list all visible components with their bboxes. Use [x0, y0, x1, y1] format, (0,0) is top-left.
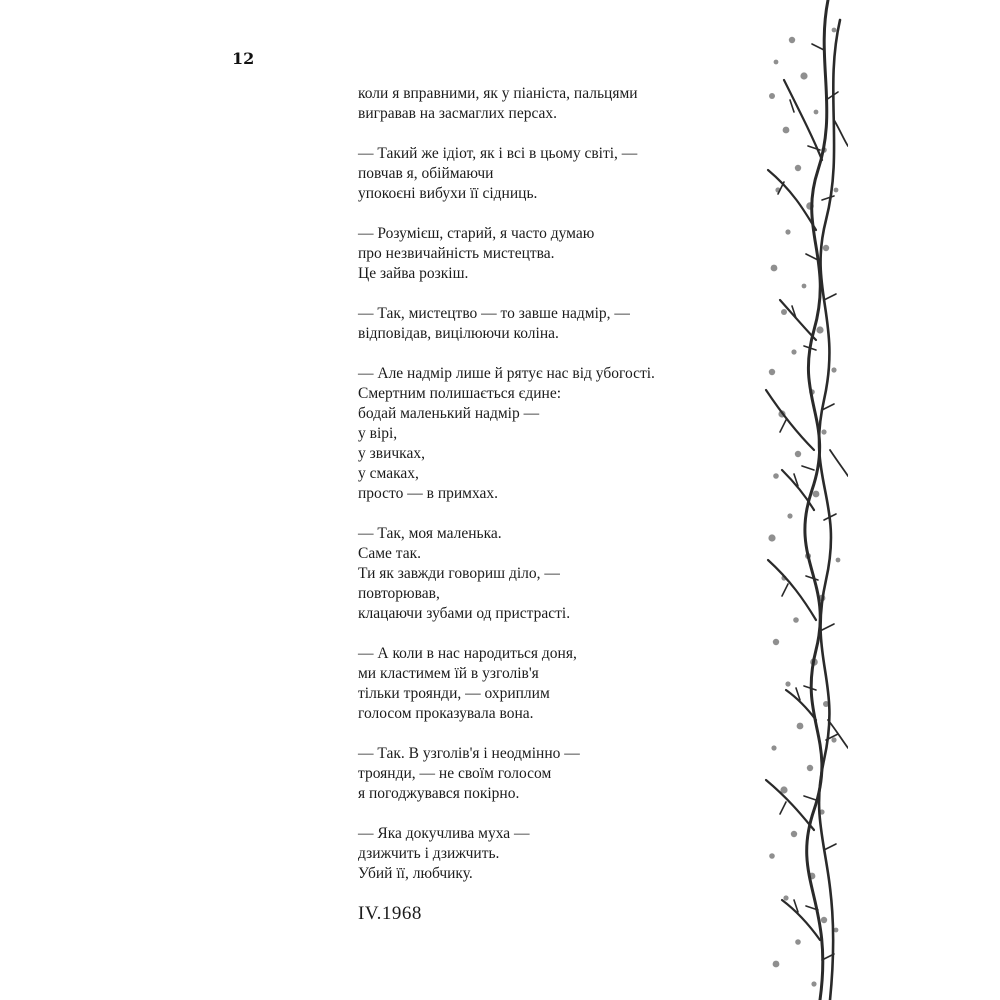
poem-line: — Але надмір лише й рятує нас від убогості.: [358, 365, 655, 382]
poem-line: повчав я, обіймаючи: [358, 165, 494, 182]
poem-line: про незвичайність мистецтва.: [358, 245, 555, 262]
stanza: [358, 224, 738, 284]
stanza: [358, 524, 738, 624]
stanza: [358, 744, 738, 804]
poem-line: — Так. В узголів'я і неодмінно —: [358, 745, 580, 762]
poem-line: тільки троянди, — охриплим: [358, 685, 550, 702]
poem-line: у смаках,: [358, 465, 419, 482]
poem-line: — Розумієш, старий, я часто думаю: [358, 225, 595, 242]
poem-line: — Такий же ідіот, як і всі в цьому світі, —: [358, 145, 638, 162]
poem-line: бодай маленький надмір —: [358, 405, 540, 422]
poem-line: голосом проказувала вона.: [358, 705, 534, 722]
stanza: [358, 304, 738, 344]
stanza: [358, 644, 738, 724]
poem-line: троянди, — не своїм голосом: [358, 765, 552, 782]
poem-line: — Так, моя маленька.: [358, 525, 502, 542]
poem-line: Убий її, любчику.: [358, 865, 473, 882]
poem-line: Смертним полишається єдине:: [358, 385, 561, 402]
stanza: [358, 84, 738, 124]
poem-date: IV.1968: [358, 903, 422, 924]
poem-line: — А коли в нас народиться доня,: [358, 645, 577, 662]
poem-line: — Так, мистецтво — то завше надмір, —: [358, 305, 630, 322]
speckle-dots: [768, 28, 840, 987]
stanza: [358, 824, 738, 884]
poem-line: я погоджувався покірно.: [358, 785, 520, 802]
poem-line: — Яка докучлива муха —: [358, 825, 530, 842]
poem-line: відповідав, вицілюючи коліна.: [358, 325, 559, 342]
stanza: [358, 144, 738, 204]
poem-line: Ти як завжди говориш діло, —: [358, 565, 560, 582]
poem-line: дзижчить і дзижчить.: [358, 845, 500, 862]
stanza: [358, 364, 738, 504]
poem-line: Саме так.: [358, 545, 422, 562]
poem-line: у вірі,: [358, 425, 398, 442]
poem-line: упокоєні вибухи її сідниць.: [358, 185, 538, 202]
page-number: 12: [232, 49, 255, 68]
poem-line: у звичках,: [358, 445, 425, 462]
poem-line: коли я вправними, як у піаніста, пальцями: [358, 85, 638, 102]
poem-line: просто — в примхах.: [358, 485, 499, 502]
poem-line: вигравав на засмаглих персах.: [358, 105, 558, 122]
poem-text: [358, 84, 738, 904]
poem-line: ми кластимем їй в узголів'я: [358, 665, 539, 682]
poem-line: повторював,: [358, 585, 440, 602]
thorny-branch-icon: [764, 0, 848, 1000]
poem-line: клацаючи зубами од пристрасті.: [358, 605, 571, 622]
branch-stems: [766, 0, 848, 1000]
poem-line: Це зайва розкіш.: [358, 265, 469, 282]
